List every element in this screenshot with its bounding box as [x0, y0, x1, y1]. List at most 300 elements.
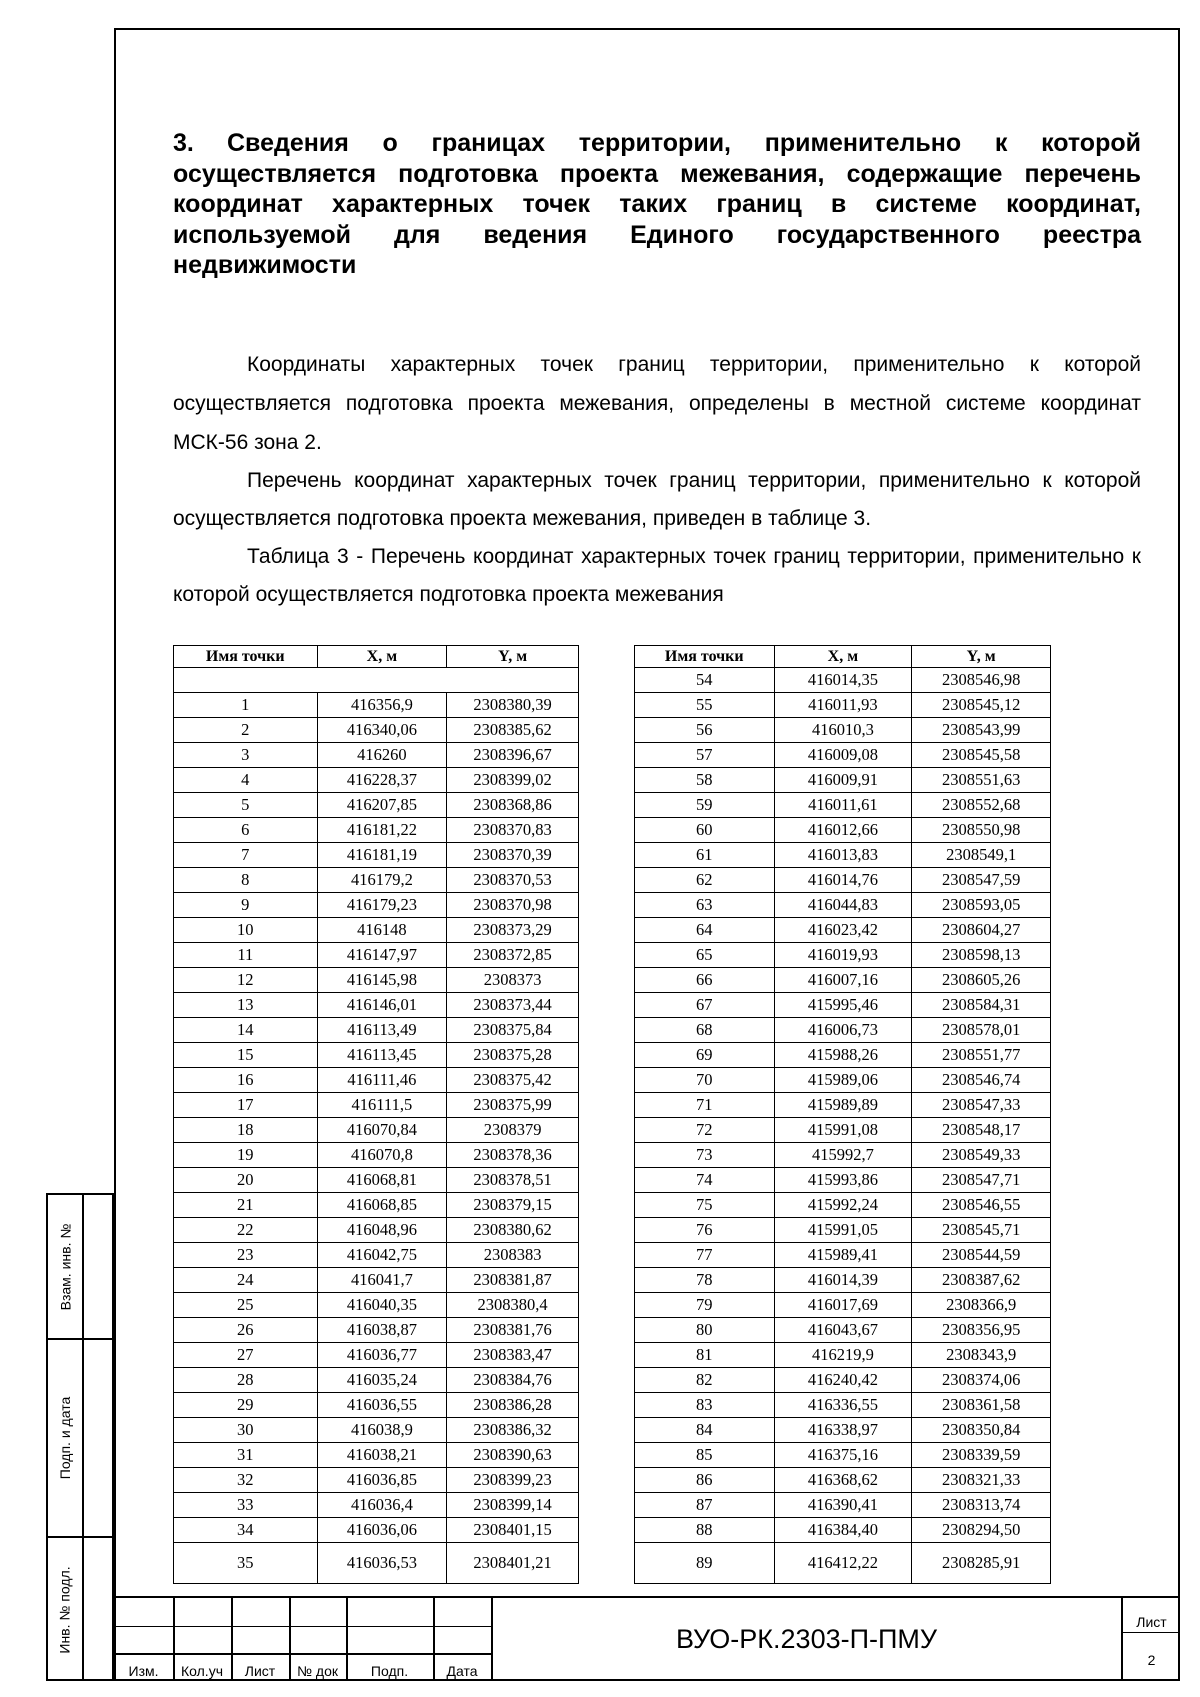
table-header-row	[635, 646, 1051, 668]
y-cell: 2308551,77	[912, 1043, 1051, 1068]
y-cell: 2308370,53	[447, 868, 579, 893]
x-cell: 416014,35	[774, 668, 912, 693]
table-row	[635, 1118, 1051, 1143]
x-cell: 416179,2	[317, 868, 447, 893]
table-row	[635, 993, 1051, 1018]
table-row	[635, 693, 1051, 718]
point-name-cell: 6	[174, 818, 318, 843]
y-cell: 2308370,83	[447, 818, 579, 843]
table-row	[174, 968, 579, 993]
x-cell: 415989,06	[774, 1068, 912, 1093]
y-cell: 2308598,13	[912, 943, 1051, 968]
table-row	[174, 718, 579, 743]
side-stamp-vzam: Взам. инв. №	[57, 1223, 74, 1310]
section-number: 3.	[173, 129, 194, 157]
y-cell: 2308545,12	[912, 693, 1051, 718]
body-text	[173, 345, 1141, 614]
y-cell: 2308386,32	[447, 1418, 579, 1443]
col-no-doc: № док	[297, 1663, 338, 1679]
point-name-cell: 55	[635, 693, 775, 718]
table-row	[174, 768, 579, 793]
x-cell: 416340,06	[317, 718, 447, 743]
table-row	[635, 1218, 1051, 1243]
y-cell: 2308381,76	[447, 1318, 579, 1343]
y-cell: 2308378,36	[447, 1143, 579, 1168]
y-cell: 2308294,50	[912, 1518, 1051, 1543]
x-cell: 416368,62	[774, 1468, 912, 1493]
x-cell: 416038,21	[317, 1443, 447, 1468]
table-row	[635, 1018, 1051, 1043]
table-row	[174, 1068, 579, 1093]
y-cell: 2308545,58	[912, 743, 1051, 768]
point-name-cell: 64	[635, 918, 775, 943]
y-cell: 2308372,85	[447, 943, 579, 968]
x-cell: 416048,96	[317, 1218, 447, 1243]
coordinates-table-right	[634, 645, 1051, 1584]
y-cell: 2308381,87	[447, 1268, 579, 1293]
side-stamp-inv: Инв. № подл.	[57, 1565, 73, 1654]
y-cell: 2308321,33	[912, 1468, 1051, 1493]
point-name-cell: 22	[174, 1218, 318, 1243]
table-row	[635, 1143, 1051, 1168]
table-row	[174, 1243, 579, 1268]
table-row	[174, 818, 579, 843]
table-row	[635, 1518, 1051, 1543]
table-row	[635, 1343, 1051, 1368]
point-name-cell: 1	[174, 693, 318, 718]
table-row	[174, 1518, 579, 1543]
x-cell: 415991,08	[774, 1118, 912, 1143]
table-row	[635, 1443, 1051, 1468]
point-name-cell: 75	[635, 1193, 775, 1218]
y-cell: 2308379	[447, 1118, 579, 1143]
section-heading	[173, 128, 1141, 281]
point-name-cell: 10	[174, 918, 318, 943]
x-cell: 415995,46	[774, 993, 912, 1018]
header-point-name: Имя точки	[635, 646, 775, 668]
point-name-cell: 18	[174, 1118, 318, 1143]
point-name-cell: 13	[174, 993, 318, 1018]
point-name-cell: 34	[174, 1518, 318, 1543]
point-name-cell: 9	[174, 893, 318, 918]
y-cell: 2308375,99	[447, 1093, 579, 1118]
point-name-cell: 26	[174, 1318, 318, 1343]
point-name-cell: 29	[174, 1393, 318, 1418]
header-x: X, м	[317, 646, 447, 668]
table-row	[635, 718, 1051, 743]
x-cell: 416007,16	[774, 968, 912, 993]
y-cell: 2308545,71	[912, 1218, 1051, 1243]
x-cell: 416070,8	[317, 1143, 447, 1168]
y-cell: 2308375,84	[447, 1018, 579, 1043]
point-name-cell: 86	[635, 1468, 775, 1493]
point-name-cell: 66	[635, 968, 775, 993]
table-row	[635, 1293, 1051, 1318]
y-cell: 2308383	[447, 1243, 579, 1268]
table-row	[174, 793, 579, 818]
table-header-row	[174, 646, 579, 668]
point-name-cell: 61	[635, 843, 775, 868]
empty-cell	[174, 668, 579, 693]
table-row	[635, 1393, 1051, 1418]
x-cell: 415993,86	[774, 1168, 912, 1193]
x-cell: 416036,53	[317, 1543, 447, 1584]
point-name-cell: 71	[635, 1093, 775, 1118]
x-cell: 416338,97	[774, 1418, 912, 1443]
point-name-cell: 31	[174, 1443, 318, 1468]
point-name-cell: 35	[174, 1543, 318, 1584]
y-cell: 2308383,47	[447, 1343, 579, 1368]
y-cell: 2308593,05	[912, 893, 1051, 918]
x-cell: 416068,85	[317, 1193, 447, 1218]
table-row	[635, 818, 1051, 843]
x-cell: 415989,41	[774, 1243, 912, 1268]
point-name-cell: 3	[174, 743, 318, 768]
point-name-cell: 88	[635, 1518, 775, 1543]
point-name-cell: 68	[635, 1018, 775, 1043]
x-cell: 416179,23	[317, 893, 447, 918]
table-row	[174, 843, 579, 868]
x-cell: 416375,16	[774, 1443, 912, 1468]
x-cell: 416356,9	[317, 693, 447, 718]
x-cell: 416068,81	[317, 1168, 447, 1193]
y-cell: 2308386,28	[447, 1393, 579, 1418]
point-name-cell: 11	[174, 943, 318, 968]
x-cell: 416017,69	[774, 1293, 912, 1318]
point-name-cell: 54	[635, 668, 775, 693]
y-cell: 2308399,14	[447, 1493, 579, 1518]
table-row	[635, 868, 1051, 893]
y-cell: 2308547,71	[912, 1168, 1051, 1193]
table-row	[635, 1243, 1051, 1268]
x-cell: 416384,40	[774, 1518, 912, 1543]
paragraph-coordinate-system: Координаты характерных точек границ территории, применительно к которой осуществляется подготовка проекта межевания, определены в местной системе координат МСК-56 зона 2.	[173, 353, 1141, 454]
x-cell: 416036,06	[317, 1518, 447, 1543]
point-name-cell: 15	[174, 1043, 318, 1068]
header-y: Y, м	[447, 646, 579, 668]
point-name-cell: 72	[635, 1118, 775, 1143]
point-name-cell: 23	[174, 1243, 318, 1268]
table-caption: Таблица 3 - Перечень координат характерных точек границ территории, применительно к которой осуществляется подготовка проекта межевания	[173, 545, 1141, 606]
y-cell: 2308387,62	[912, 1268, 1051, 1293]
point-name-cell: 56	[635, 718, 775, 743]
table-row	[635, 768, 1051, 793]
document-code: ВУО-РК.2303-П-ПМУ	[675, 1624, 938, 1654]
x-cell: 416042,75	[317, 1243, 447, 1268]
point-name-cell: 60	[635, 818, 775, 843]
table-row	[174, 693, 579, 718]
y-cell: 2308380,62	[447, 1218, 579, 1243]
y-cell: 2308546,55	[912, 1193, 1051, 1218]
y-cell: 2308343,9	[912, 1343, 1051, 1368]
y-cell: 2308368,86	[447, 793, 579, 818]
table-row	[174, 1293, 579, 1318]
point-name-cell: 83	[635, 1393, 775, 1418]
paragraph-table-reference: Перечень координат характерных точек границ территории, применительно к которой осуществляется подготовка проекта межевания, приведен в таблице 3.	[173, 469, 1141, 530]
col-podp: Подп.	[370, 1663, 409, 1679]
x-cell: 416009,08	[774, 743, 912, 768]
point-name-cell: 20	[174, 1168, 318, 1193]
point-name-cell: 2	[174, 718, 318, 743]
point-name-cell: 87	[635, 1493, 775, 1518]
sheet-number: 2	[1147, 1652, 1156, 1668]
point-name-cell: 12	[174, 968, 318, 993]
col-list: Лист	[244, 1663, 276, 1679]
header-x: X, м	[774, 646, 912, 668]
table-row	[635, 793, 1051, 818]
y-cell: 2308584,31	[912, 993, 1051, 1018]
point-name-cell: 4	[174, 768, 318, 793]
x-cell: 416006,73	[774, 1018, 912, 1043]
table-row	[174, 1418, 579, 1443]
x-cell: 416019,93	[774, 943, 912, 968]
x-cell: 416044,83	[774, 893, 912, 918]
table-row	[174, 1318, 579, 1343]
table-row	[174, 1018, 579, 1043]
y-cell: 2308605,26	[912, 968, 1051, 993]
y-cell: 2308552,68	[912, 793, 1051, 818]
x-cell: 415989,89	[774, 1093, 912, 1118]
y-cell: 2308390,63	[447, 1443, 579, 1468]
table-row	[635, 1493, 1051, 1518]
point-name-cell: 73	[635, 1143, 775, 1168]
y-cell: 2308356,95	[912, 1318, 1051, 1343]
point-name-cell: 79	[635, 1293, 775, 1318]
y-cell: 2308549,1	[912, 843, 1051, 868]
table-row	[174, 1368, 579, 1393]
point-name-cell: 28	[174, 1368, 318, 1393]
table-row	[174, 1043, 579, 1068]
x-cell: 416390,41	[774, 1493, 912, 1518]
header-point-name: Имя точки	[174, 646, 318, 668]
y-cell: 2308384,76	[447, 1368, 579, 1393]
coordinates-table-left	[173, 645, 579, 1584]
empty-row	[174, 668, 579, 693]
y-cell: 2308547,33	[912, 1093, 1051, 1118]
y-cell: 2308543,99	[912, 718, 1051, 743]
point-name-cell: 62	[635, 868, 775, 893]
x-cell: 416336,55	[774, 1393, 912, 1418]
sheet-label: Лист	[1136, 1614, 1167, 1630]
point-name-cell: 7	[174, 843, 318, 868]
point-name-cell: 76	[635, 1218, 775, 1243]
table-row	[635, 918, 1051, 943]
point-name-cell: 81	[635, 1343, 775, 1368]
point-name-cell: 5	[174, 793, 318, 818]
x-cell: 416035,24	[317, 1368, 447, 1393]
point-name-cell: 19	[174, 1143, 318, 1168]
x-cell: 416038,9	[317, 1418, 447, 1443]
col-data: Дата	[446, 1663, 478, 1679]
x-cell: 416412,22	[774, 1543, 912, 1584]
point-name-cell: 74	[635, 1168, 775, 1193]
y-cell: 2308374,06	[912, 1368, 1051, 1393]
y-cell: 2308399,02	[447, 768, 579, 793]
table-row	[635, 1468, 1051, 1493]
point-name-cell: 82	[635, 1368, 775, 1393]
point-name-cell: 24	[174, 1268, 318, 1293]
x-cell: 416013,83	[774, 843, 912, 868]
point-name-cell: 78	[635, 1268, 775, 1293]
point-name-cell: 57	[635, 743, 775, 768]
table-row	[174, 1118, 579, 1143]
x-cell: 415991,05	[774, 1218, 912, 1243]
col-izm: Изм.	[128, 1663, 159, 1679]
y-cell: 2308361,58	[912, 1393, 1051, 1418]
x-cell: 416111,5	[317, 1093, 447, 1118]
table-row	[174, 1343, 579, 1368]
table-row	[635, 1368, 1051, 1393]
x-cell: 416181,22	[317, 818, 447, 843]
table-row	[635, 1418, 1051, 1443]
point-name-cell: 16	[174, 1068, 318, 1093]
table-row	[635, 1268, 1051, 1293]
table-row	[174, 868, 579, 893]
y-cell: 2308380,4	[447, 1293, 579, 1318]
point-name-cell: 14	[174, 1018, 318, 1043]
y-cell: 2308550,98	[912, 818, 1051, 843]
x-cell: 416043,67	[774, 1318, 912, 1343]
y-cell: 2308373	[447, 968, 579, 993]
y-cell: 2308401,15	[447, 1518, 579, 1543]
y-cell: 2308370,98	[447, 893, 579, 918]
x-cell: 415992,24	[774, 1193, 912, 1218]
x-cell: 416148	[317, 918, 447, 943]
table-row	[174, 993, 579, 1018]
x-cell: 416240,42	[774, 1368, 912, 1393]
y-cell: 2308370,39	[447, 843, 579, 868]
y-cell: 2308375,42	[447, 1068, 579, 1093]
y-cell: 2308366,9	[912, 1293, 1051, 1318]
x-cell: 416146,01	[317, 993, 447, 1018]
table-row	[635, 968, 1051, 993]
table-row	[635, 743, 1051, 768]
table-row	[174, 1443, 579, 1468]
x-cell: 416181,19	[317, 843, 447, 868]
table-row	[174, 1543, 579, 1584]
x-cell: 416036,55	[317, 1393, 447, 1418]
side-stamp-divider	[82, 1195, 84, 1679]
y-cell: 2308379,15	[447, 1193, 579, 1218]
y-cell: 2308546,98	[912, 668, 1051, 693]
x-cell: 416009,91	[774, 768, 912, 793]
table-row	[174, 1193, 579, 1218]
x-cell: 416036,77	[317, 1343, 447, 1368]
table-row	[174, 943, 579, 968]
header-y: Y, м	[912, 646, 1051, 668]
point-name-cell: 67	[635, 993, 775, 1018]
point-name-cell: 80	[635, 1318, 775, 1343]
y-cell: 2308313,74	[912, 1493, 1051, 1518]
table-row	[635, 1093, 1051, 1118]
table-row	[635, 1318, 1051, 1343]
x-cell: 416014,76	[774, 868, 912, 893]
x-cell: 416145,98	[317, 968, 447, 993]
table-row	[174, 1468, 579, 1493]
x-cell: 416036,85	[317, 1468, 447, 1493]
point-name-cell: 65	[635, 943, 775, 968]
table-row	[174, 1143, 579, 1168]
y-cell: 2308399,23	[447, 1468, 579, 1493]
table-row	[635, 943, 1051, 968]
y-cell: 2308373,44	[447, 993, 579, 1018]
point-name-cell: 58	[635, 768, 775, 793]
point-name-cell: 17	[174, 1093, 318, 1118]
table-row	[635, 843, 1051, 868]
table-row	[174, 743, 579, 768]
table-row	[174, 1393, 579, 1418]
x-cell: 416010,3	[774, 718, 912, 743]
y-cell: 2308578,01	[912, 1018, 1051, 1043]
x-cell: 416011,61	[774, 793, 912, 818]
point-name-cell: 84	[635, 1418, 775, 1443]
table-row	[635, 1068, 1051, 1093]
point-name-cell: 85	[635, 1443, 775, 1468]
y-cell: 2308378,51	[447, 1168, 579, 1193]
y-cell: 2308396,67	[447, 743, 579, 768]
point-name-cell: 32	[174, 1468, 318, 1493]
x-cell: 416012,66	[774, 818, 912, 843]
y-cell: 2308604,27	[912, 918, 1051, 943]
x-cell: 416070,84	[317, 1118, 447, 1143]
x-cell: 415992,7	[774, 1143, 912, 1168]
point-name-cell: 77	[635, 1243, 775, 1268]
y-cell: 2308380,39	[447, 693, 579, 718]
point-name-cell: 70	[635, 1068, 775, 1093]
table-row	[635, 1043, 1051, 1068]
x-cell: 416113,45	[317, 1043, 447, 1068]
point-name-cell: 21	[174, 1193, 318, 1218]
x-cell: 416014,39	[774, 1268, 912, 1293]
y-cell: 2308401,21	[447, 1543, 579, 1584]
table-row	[174, 918, 579, 943]
y-cell: 2308285,91	[912, 1543, 1051, 1584]
x-cell: 416219,9	[774, 1343, 912, 1368]
table-row	[635, 1543, 1051, 1584]
title-block	[114, 1596, 1180, 1681]
table-row	[635, 893, 1051, 918]
point-name-cell: 33	[174, 1493, 318, 1518]
x-cell: 416041,7	[317, 1268, 447, 1293]
side-stamp-podp: Подп. и дата	[57, 1396, 73, 1480]
table-row	[635, 1168, 1051, 1193]
x-cell: 416036,4	[317, 1493, 447, 1518]
x-cell: 416023,42	[774, 918, 912, 943]
y-cell: 2308350,84	[912, 1418, 1051, 1443]
table-row	[174, 1268, 579, 1293]
point-name-cell: 30	[174, 1418, 318, 1443]
x-cell: 416147,97	[317, 943, 447, 968]
table-row	[635, 1193, 1051, 1218]
col-kol-uch: Кол.уч	[181, 1663, 223, 1679]
point-name-cell: 63	[635, 893, 775, 918]
y-cell: 2308548,17	[912, 1118, 1051, 1143]
x-cell: 416260	[317, 743, 447, 768]
y-cell: 2308547,59	[912, 868, 1051, 893]
table-row	[635, 668, 1051, 693]
side-stamp	[46, 1193, 114, 1681]
table-row	[174, 1218, 579, 1243]
point-name-cell: 27	[174, 1343, 318, 1368]
y-cell: 2308544,59	[912, 1243, 1051, 1268]
table-row	[174, 1168, 579, 1193]
point-name-cell: 89	[635, 1543, 775, 1584]
point-name-cell: 25	[174, 1293, 318, 1318]
x-cell: 416111,46	[317, 1068, 447, 1093]
y-cell: 2308549,33	[912, 1143, 1051, 1168]
y-cell: 2308546,74	[912, 1068, 1051, 1093]
y-cell: 2308385,62	[447, 718, 579, 743]
